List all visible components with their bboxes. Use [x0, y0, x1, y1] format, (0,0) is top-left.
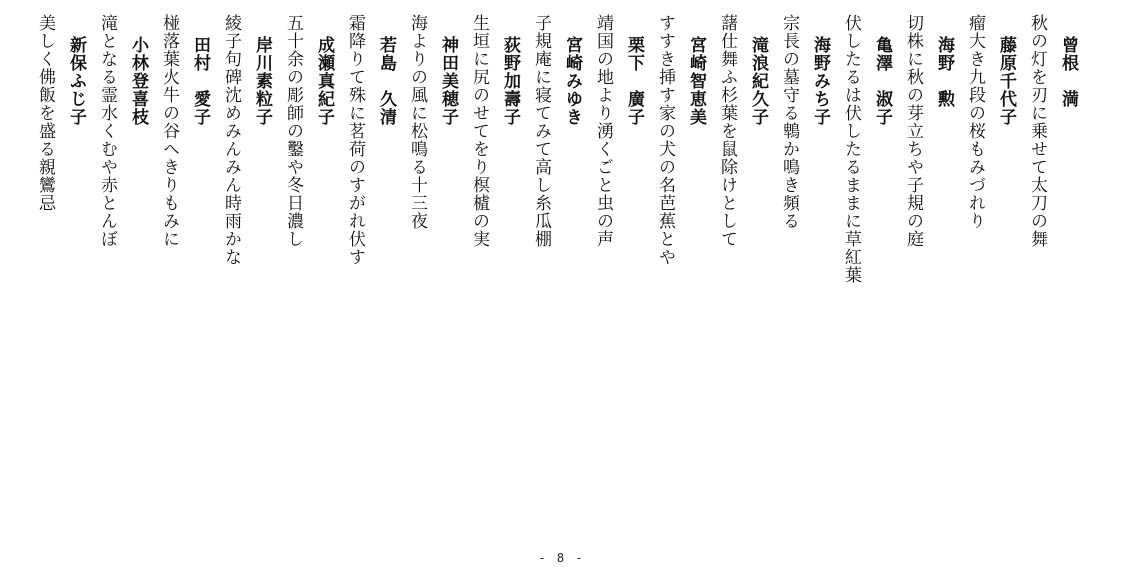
haiku-entry — [525, 14, 587, 544]
haiku-entry — [1021, 14, 1083, 544]
author-name: 曾根 満 — [1058, 36, 1078, 108]
haiku-text: 生垣に尻のせてをり榠樝の実 — [469, 14, 489, 248]
haiku-text: 秋の灯を刃に乗せて太刀の舞 — [1027, 14, 1047, 248]
haiku-entry — [215, 14, 277, 544]
haiku-entry — [29, 14, 91, 544]
haiku-entry — [339, 14, 401, 544]
haiku-entry — [897, 14, 959, 544]
haiku-entry — [153, 14, 215, 544]
page-number: - 8 - — [538, 551, 585, 565]
haiku-text: 伏したるは伏したるままに草紅葉 — [841, 14, 861, 284]
author-name: 栗下 廣子 — [624, 36, 644, 126]
haiku-entry — [587, 14, 649, 544]
author-name: 新保ふじ子 — [66, 36, 86, 126]
author-name: 藤原千代子 — [996, 36, 1016, 126]
haiku-text: 海よりの風に松鳴る十三夜 — [407, 14, 427, 230]
haiku-text: 五十余の彫師の鑿や冬日濃し — [283, 14, 303, 248]
haiku-entry — [277, 14, 339, 544]
author-name: 滝浪紀久子 — [748, 36, 768, 126]
author-name: 田村 愛子 — [190, 36, 210, 126]
haiku-text: 瘤大き九段の桜もみづれり — [965, 14, 985, 230]
haiku-list — [29, 14, 1083, 544]
haiku-entry — [959, 14, 1021, 544]
author-name: 小林登喜枝 — [128, 36, 148, 126]
haiku-entry — [835, 14, 897, 544]
author-name: 宮崎智恵美 — [686, 36, 706, 126]
haiku-entry — [711, 14, 773, 544]
author-name: 若島 久清 — [376, 36, 396, 126]
haiku-entry — [649, 14, 711, 544]
haiku-text: 椪落葉火牛の谷へきりもみに — [159, 14, 179, 248]
haiku-text: 宗長の墓守る鵯か鳴き頻る — [779, 14, 799, 230]
haiku-entry — [401, 14, 463, 544]
haiku-text: 美しく佛飯を盛る親鸞忌 — [35, 14, 55, 212]
haiku-text: 霜降りて殊に茗荷のすがれ伏す — [345, 14, 365, 266]
haiku-entry — [463, 14, 525, 544]
author-name: 成瀬真紀子 — [314, 36, 334, 126]
haiku-entry — [773, 14, 835, 544]
author-name: 亀澤 淑子 — [872, 36, 892, 126]
author-name: 海野みち子 — [810, 36, 830, 126]
haiku-entry — [91, 14, 153, 544]
haiku-text: 子規庵に寝てみて高し糸瓜棚 — [531, 14, 551, 248]
author-name: 荻野加壽子 — [500, 36, 520, 126]
haiku-text: 滝となる霊水くむや赤とんぼ — [97, 14, 117, 248]
author-name: 岸川素粒子 — [252, 36, 272, 126]
author-name: 神田美穂子 — [438, 36, 458, 126]
haiku-text: 切株に秋の芽立ちや子規の庭 — [903, 14, 923, 248]
haiku-text: 藷仕舞ふ杉葉を鼠除けとして — [717, 14, 737, 248]
author-name: 宮崎みゆき — [562, 36, 582, 126]
author-name: 海野 勲 — [934, 36, 954, 108]
haiku-text: すすき挿す家の犬の名芭蕉とや — [655, 14, 675, 266]
haiku-text: 靖国の地より湧くごと虫の声 — [593, 14, 613, 248]
haiku-text: 綾子句碑沈めみんみん時雨かな — [221, 14, 241, 266]
